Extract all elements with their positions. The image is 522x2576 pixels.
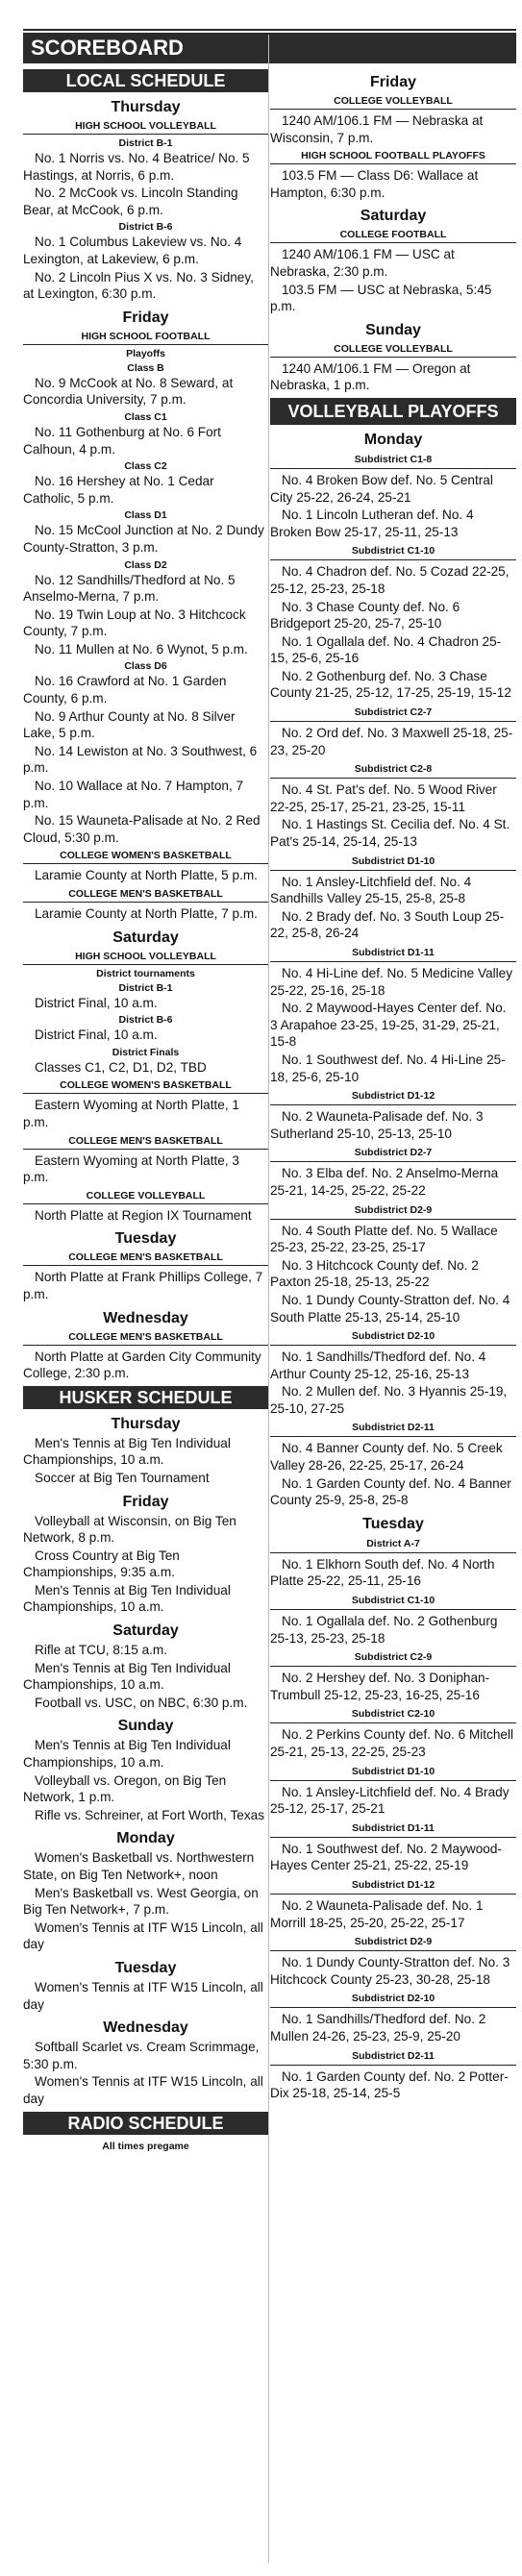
schedule-entry: No. 15 Wauneta-Palisade at No. 2 Red Cloud, 5:30 p.m.	[23, 813, 261, 845]
schedule-entry: No. 2 Perkins County def. No. 6 Mitchell 25-21, 25-13, 22-25, 25-23	[270, 1727, 514, 1759]
section-heading: LOCAL SCHEDULE	[23, 69, 268, 92]
category-heading: HIGH SCHOOL VOLLEYBALL	[23, 120, 268, 135]
category-heading: COLLEGE WOMEN'S BASKETBALL	[23, 850, 268, 864]
schedule-entry: No. 4 Chadron def. No. 5 Cozad 22-25, 25-12, 25-23, 25-18	[270, 564, 510, 596]
schedule-entry: No. 1 Southwest def. No. 4 Hi-Line 25-18, 25-6, 25-10	[270, 1052, 506, 1084]
schedule-entry: No. 1 Ansley-Litchfield def. No. 4 Sandhills Valley 25-15, 25-8, 25-8	[270, 874, 472, 906]
schedule-entry: 1240 AM/106.1 FM — USC at Nebraska, 2:30 p.m.	[270, 247, 455, 279]
day-heading: Monday	[116, 1830, 175, 1847]
day-heading: Wednesday	[103, 1309, 188, 1326]
schedule-entry: Football vs. USC, on NBC, 6:30 p.m.	[35, 1695, 248, 1710]
schedule-entry: No. 4 Banner County def. No. 5 Creek Valley 28-26, 22-25, 25-17, 26-24	[270, 1441, 503, 1474]
day-heading: Sunday	[365, 321, 421, 338]
day-heading: Thursday	[111, 99, 181, 115]
category-heading: COLLEGE MEN'S BASKETBALL	[23, 1135, 268, 1150]
schedule-entry: Soccer at Big Ten Tournament	[35, 1470, 210, 1485]
schedule-entry: North Platte at Region IX Tournament	[35, 1207, 252, 1223]
subdistrict-heading: Subdistrict C2-8	[270, 763, 516, 779]
schedule-entry: Volleyball vs. Oregon, on Big Ten Network, 1 p.m.	[23, 1772, 227, 1805]
subdistrict-heading: Subdistrict D2-7	[270, 1147, 516, 1162]
schedule-entry: No. 2 Hershey def. No. 3 Doniphan-Trumbull 25-12, 25-23, 16-25, 25-16	[270, 1671, 490, 1702]
day-heading: Saturday	[360, 208, 427, 225]
category-heading: COLLEGE FOOTBALL	[270, 229, 516, 243]
schedule-entry: No. 1 Elkhorn South def. No. 4 North Platte 25-22, 25-11, 25-16	[270, 1556, 495, 1589]
schedule-entry: No. 4 St. Pat's def. No. 5 Wood River 22-25, 25-17, 25-21, 23-25, 15-11	[270, 782, 497, 814]
subdistrict-heading: Subdistrict D2-9	[270, 1936, 516, 1951]
schedule-entry: Eastern Wyoming at North Platte, 1 p.m.	[23, 1098, 239, 1129]
schedule-entry: Volleyball at Wisconsin, on Big Ten Network, 8 p.m.	[23, 1513, 236, 1546]
subheading: Class D1	[124, 509, 167, 522]
subdistrict-heading: Subdistrict C1-8	[270, 454, 516, 469]
schedule-entry: 103.5 FM — USC at Nebraska, 5:45 p.m.	[270, 282, 492, 314]
masthead: SCOREBOARD	[23, 33, 516, 63]
schedule-entry: 1240 AM/106.1 FM — Oregon at Nebraska, 1 p.m.	[270, 360, 471, 393]
category-heading: COLLEGE VOLLEYBALL	[270, 95, 516, 110]
section-heading: RADIO SCHEDULE	[23, 2112, 268, 2135]
schedule-entry: No. 15 McCool Junction at No. 2 Dundy County-Stratton, 3 p.m.	[23, 523, 264, 555]
subheading: District B-6	[118, 1014, 173, 1027]
category-heading: COLLEGE MEN'S BASKETBALL	[23, 888, 268, 903]
day-heading: Wednesday	[103, 2019, 188, 2037]
day-heading: Friday	[122, 309, 169, 326]
subdistrict-heading: Subdistrict D2-10	[270, 1993, 516, 2008]
schedule-entry: Men's Tennis at Big Ten Individual Championships, 10 a.m.	[23, 1660, 231, 1693]
schedule-entry: No. 10 Wallace at No. 7 Hampton, 7 p.m.	[23, 779, 244, 810]
schedule-entry: No. 1 Ogallala def. No. 4 Chadron 25-15, 25-6, 25-16	[270, 633, 502, 666]
subheading: Class D2	[124, 558, 167, 571]
schedule-entry: No. 1 Norris vs. No. 4 Beatrice/ No. 5 Hastings, at Norris, 6 p.m.	[23, 151, 250, 183]
subdistrict-heading: District A-7	[270, 1538, 516, 1553]
schedule-entry: No. 9 McCook at No. 8 Seward, at Concordia University, 7 p.m.	[23, 375, 234, 408]
day-heading: Tuesday	[114, 1959, 177, 1976]
day-heading: Saturday	[112, 1622, 179, 1640]
schedule-entry: No. 1 Lincoln Lutheran def. No. 4 Broken Bow 25-17, 25-11, 25-13	[270, 508, 474, 539]
schedule-entry: 1240 AM/106.1 FM — Nebraska at Wisconsin, 7 p.m.	[270, 113, 484, 145]
schedule-entry: Rifle at TCU, 8:15 a.m.	[35, 1643, 168, 1658]
day-heading: Friday	[122, 1493, 169, 1510]
schedule-entry: No. 1 Sandhills/Thedford def. No. 2 Mullen 24-26, 25-23, 25-9, 25-20	[270, 2012, 486, 2043]
schedule-entry: No. 2 Lincoln Pius X vs. No. 3 Sidney, at Lexington, 6:30 p.m.	[23, 269, 254, 302]
schedule-entry: No. 11 Mullen at No. 6 Wynot, 5 p.m.	[35, 641, 248, 656]
schedule-entry: No. 1 Sandhills/Thedford def. No. 4 Arthur County 25-12, 25-16, 25-13	[270, 1350, 486, 1381]
schedule-entry: District Final, 10 a.m.	[35, 995, 158, 1010]
schedule-entry: Women's Tennis at ITF W15 Lincoln, all day	[23, 1979, 263, 2012]
subdistrict-heading: Subdistrict D1-11	[270, 1822, 516, 1838]
schedule-entry: No. 1 Dundy County-Stratton def. No. 3 Hitchcock County 25-23, 30-28, 25-18	[270, 1955, 510, 1987]
schedule-entry: Men's Tennis at Big Ten Individual Championships, 10 a.m.	[23, 1582, 231, 1615]
section-heading: VOLLEYBALL PLAYOFFS	[270, 398, 516, 425]
day-heading: Friday	[369, 74, 416, 90]
schedule-entry: No. 1 Dundy County-Stratton def. No. 4 South Platte 25-13, 25-14, 25-10	[270, 1292, 510, 1325]
schedule-entry: No. 3 Elba def. No. 2 Anselmo-Merna 25-21, 14-25, 25-22, 25-22	[270, 1166, 499, 1198]
schedule-entry: No. 3 Hitchcock County def. No. 2 Paxton 25-18, 25-13, 25-22	[270, 1257, 479, 1290]
schedule-entry: Laramie County at North Platte, 5 p.m.	[35, 868, 258, 883]
schedule-entry: 103.5 FM — Class D6: Wallace at Hampton, 6:30 p.m.	[270, 168, 479, 200]
subheading: District B-1	[118, 981, 173, 994]
schedule-entry: No. 9 Arthur County at No. 8 Silver Lake, 5 p.m.	[23, 708, 236, 741]
schedule-entry: District Final, 10 a.m.	[35, 1028, 158, 1043]
schedule-entry: Laramie County at North Platte, 7 p.m.	[35, 906, 258, 921]
schedule-entry: North Platte at Frank Phillips College, 7 p.m.	[23, 1270, 263, 1301]
schedule-entry: No. 1 Hastings St. Cecilia def. No. 4 St. Pat's 25-14, 25-14, 25-13	[270, 817, 510, 850]
schedule-entry: No. 1 Ogallala def. No. 2 Gothenburg 25-13, 25-23, 25-18	[270, 1614, 498, 1646]
category-heading: HIGH SCHOOL VOLLEYBALL	[23, 951, 268, 965]
schedule-entry: No. 2 Maywood-Hayes Center def. No. 3 Arapahoe 23-25, 19-25, 31-29, 25-21, 15-8	[270, 1001, 507, 1050]
right-column	[270, 67, 516, 2103]
schedule-entry: No. 1 Ansley-Litchfield def. No. 4 Brady 25-12, 25-17, 25-21	[270, 1784, 510, 1817]
schedule-entry: No. 11 Gothenburg at No. 6 Fort Calhoun, 4 p.m.	[23, 424, 221, 457]
schedule-entry: Women's Tennis at ITF W15 Lincoln, all day	[23, 1920, 263, 1952]
schedule-entry: No. 2 Wauneta-Palisade def. No. 3 Sutherland 25-10, 25-13, 25-10	[270, 1109, 484, 1141]
subdistrict-heading: Subdistrict C2-7	[270, 706, 516, 722]
subdistrict-heading: Subdistrict D1-12	[270, 1090, 516, 1105]
subheading: Class D6	[124, 660, 167, 673]
top-rule	[23, 29, 516, 31]
subheading: District B-1	[118, 137, 173, 149]
subdistrict-heading: Subdistrict C1-10	[270, 1595, 516, 1610]
schedule-entry: No. 2 Ord def. No. 3 Maxwell 25-18, 25-23, 25-20	[270, 726, 513, 757]
subdistrict-heading: Subdistrict D1-10	[270, 1766, 516, 1781]
subdistrict-heading: Subdistrict C2-9	[270, 1651, 516, 1667]
schedule-entry: No. 1 Columbus Lakeview vs. No. 4 Lexington, at Lakeview, 6 p.m.	[23, 235, 242, 266]
category-heading: HIGH SCHOOL FOOTBALL	[23, 331, 268, 345]
subheading: District B-6	[118, 221, 173, 234]
category-heading: COLLEGE VOLLEYBALL	[270, 343, 516, 358]
schedule-entry: Men's Tennis at Big Ten Individual Championships, 10 a.m.	[23, 1738, 231, 1771]
schedule-entry: No. 19 Twin Loup at No. 3 Hitchcock County, 7 p.m.	[23, 607, 246, 639]
schedule-entry: No. 4 Hi-Line def. No. 5 Medicine Valley 25-22, 25-16, 25-18	[270, 966, 513, 998]
day-heading: Saturday	[112, 929, 179, 946]
schedule-entry: No. 2 Wauneta-Palisade def. No. 1 Morrill 18-25, 25-20, 25-22, 25-17	[270, 1897, 484, 1930]
day-heading: Sunday	[117, 1718, 174, 1735]
schedule-entry: No. 2 McCook vs. Lincoln Standing Bear, at McCook, 6 p.m.	[23, 186, 238, 217]
subheading: Class C1	[124, 410, 167, 423]
schedule-entry: Women's Basketball vs. Northwestern State, on Big Ten Network+, noon	[23, 1850, 255, 1882]
category-heading: COLLEGE VOLLEYBALL	[23, 1190, 268, 1204]
schedule-entry: Men's Tennis at Big Ten Individual Championships, 10 a.m.	[23, 1435, 231, 1468]
schedule-entry: North Platte at Garden City Community College, 2:30 p.m.	[23, 1349, 261, 1381]
subheading: Playoffs	[126, 347, 165, 359]
schedule-entry: Rifle vs. Schreiner, at Fort Worth, Texas	[35, 1807, 264, 1822]
schedule-entry: No. 16 Hershey at No. 1 Cedar Catholic, 5 p.m.	[23, 474, 214, 506]
schedule-entry: Classes C1, C2, D1, D2, TBD	[35, 1059, 207, 1075]
subdistrict-heading: Subdistrict D1-10	[270, 855, 516, 871]
day-heading: Thursday	[111, 1415, 181, 1432]
category-heading: COLLEGE MEN'S BASKETBALL	[23, 1251, 268, 1266]
schedule-entry: No. 1 Southwest def. No. 2 Maywood-Hayes Center 25-21, 25-22, 25-19	[270, 1841, 502, 1873]
subdistrict-heading: Subdistrict D1-11	[270, 947, 516, 962]
schedule-entry: No. 16 Crawford at No. 1 Garden County, 6 p.m.	[23, 674, 227, 706]
subdistrict-heading: Subdistrict D1-12	[270, 1879, 516, 1895]
subdistrict-heading: Subdistrict D2-10	[270, 1330, 516, 1346]
schedule-entry: Women's Tennis at ITF W15 Lincoln, all day	[23, 2074, 263, 2106]
subheading: Class C2	[124, 460, 167, 473]
schedule-entry: Cross Country at Big Ten Championships, 9:35 a.m.	[23, 1548, 180, 1580]
day-heading: Tuesday	[114, 1230, 177, 1248]
section-heading: HUSKER SCHEDULE	[23, 1386, 268, 1409]
subdistrict-heading: Subdistrict C1-10	[270, 545, 516, 560]
subdistrict-heading: Subdistrict D2-9	[270, 1204, 516, 1220]
schedule-entry: No. 1 Garden County def. No. 2 Potter-Dix 25-18, 25-14, 25-5	[270, 2068, 509, 2101]
schedule-entry: Softball Scarlet vs. Cream Scrimmage, 5:30 p.m.	[23, 2040, 260, 2071]
category-heading: HIGH SCHOOL FOOTBALL PLAYOFFS	[270, 150, 516, 164]
subheading: District Finals	[112, 1046, 180, 1058]
schedule-entry: No. 3 Chase County def. No. 6 Bridgeport 25-20, 25-7, 25-10	[270, 599, 460, 632]
schedule-entry: No. 14 Lewiston at No. 3 Southwest, 6 p.m.	[23, 743, 258, 776]
schedule-entry: No. 2 Mullen def. No. 3 Hyannis 25-19, 25-10, 27-25	[270, 1384, 508, 1416]
schedule-entry: No. 2 Gothenburg def. No. 3 Chase County 21-25, 25-12, 17-25, 25-19, 15-12	[270, 668, 511, 701]
subheading: District tournaments	[96, 967, 195, 979]
column-divider	[268, 35, 269, 2563]
schedule-entry: Eastern Wyoming at North Platte, 3 p.m.	[23, 1152, 239, 1185]
subdistrict-heading: Subdistrict D2-11	[270, 1422, 516, 1437]
schedule-entry: No. 1 Garden County def. No. 4 Banner County 25-9, 25-8, 25-8	[270, 1475, 511, 1508]
subdistrict-heading: Subdistrict C2-10	[270, 1708, 516, 1723]
subheading: All times pregame	[102, 2140, 189, 2152]
schedule-entry: No. 4 Broken Bow def. No. 5 Central City 25-22, 26-24, 25-21	[270, 472, 493, 505]
category-heading: COLLEGE MEN'S BASKETBALL	[23, 1331, 268, 1346]
schedule-entry: Men's Basketball vs. West Georgia, on Big Ten Network+, 7 p.m.	[23, 1885, 259, 1918]
category-heading: COLLEGE WOMEN'S BASKETBALL	[23, 1079, 268, 1094]
subheading: Class B	[127, 361, 164, 374]
schedule-entry: No. 12 Sandhills/Thedford at No. 5 Anselmo-Merna, 7 p.m.	[23, 572, 236, 605]
left-column	[23, 65, 268, 2153]
day-heading: Monday	[363, 431, 423, 448]
day-heading: Tuesday	[362, 1515, 424, 1532]
subdistrict-heading: Subdistrict D2-11	[270, 2050, 516, 2066]
schedule-entry: No. 4 South Platte def. No. 5 Wallace 25-23, 25-22, 23-25, 25-17	[270, 1223, 498, 1255]
schedule-entry: No. 2 Brady def. No. 3 South Loup 25-22, 25-8, 26-24	[270, 908, 505, 941]
